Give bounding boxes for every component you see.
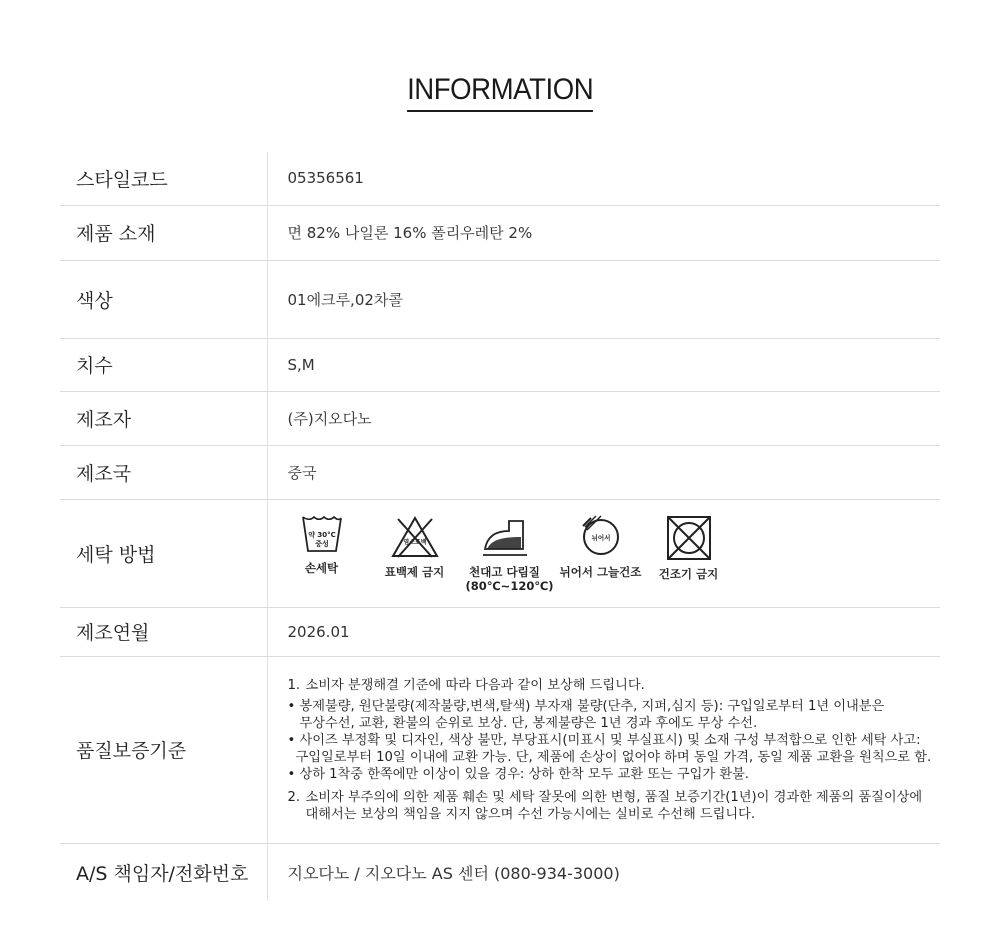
quality-bullet-1-line1: 봉제불량, 원단불량(제작불량,변색,탈색) 부자재 불량(단추, 지퍼,심지 등): 구입일로부터 1년 이내분은 (299, 698, 885, 714)
country-value: 중국 (267, 445, 940, 499)
as-contact-label: A/S 책임자/전화번호 (60, 843, 267, 901)
row-washing (60, 499, 940, 607)
dry-flat-shade-icon (579, 515, 623, 559)
care-iron (465, 515, 554, 593)
bullet-mark: • (287, 698, 296, 714)
mfg-date-label: 제조연월 (60, 607, 267, 656)
quality-item-1-number: 1. (287, 677, 301, 693)
quality-item-1-text: 소비자 분쟁해결 기준에 따라 다음과 같이 보상해 드립니다. (305, 677, 645, 693)
color-label: 색상 (60, 260, 267, 338)
dry-flat-caption: 뉘어서 그늘건조 (559, 565, 642, 579)
style-code-label: 스타일코드 (60, 152, 267, 205)
color-value: 01에크루,02차콜 (267, 260, 940, 338)
iron-caption: 천대고 다림질 (469, 565, 540, 579)
row-mfg-date (60, 607, 940, 656)
size-value: S,M (267, 338, 940, 391)
size-label: 치수 (60, 338, 267, 391)
no-bleach-inner-text: 염소표백 (402, 539, 427, 546)
no-tumble-dry-caption: 건조기 금지 (658, 567, 719, 581)
page-title: INFORMATION (407, 72, 593, 112)
quality-item-2-line1: 소비자 부주의에 의한 제품 훼손 및 세탁 잘못에 의한 변형, 품질 보증기간(1년)이 경과한 제품의 품질이상에 (305, 789, 923, 805)
row-manufacturer (60, 391, 940, 445)
no-bleach-caption: 표백제 금지 (384, 565, 445, 579)
care-icons (288, 513, 941, 593)
quality-terms (288, 677, 941, 823)
row-quality (60, 656, 940, 843)
quality-item-2 (288, 789, 941, 806)
quality-bullet-2-line2: 구입일로부터 10일 이내에 교환 가능. 단, 제품에 손상이 없어야 하며 동일 가격, 동일 제품 교환을 원칙으로 함. (295, 749, 932, 765)
quality-bullet-2 (288, 732, 941, 749)
hand-wash-caption: 손세탁 (304, 561, 339, 575)
quality-bullet-1 (288, 698, 941, 715)
quality-item-2-line2: 대해서는 보상의 책임을 지지 않으며 수선 가능시에는 실비로 수선해 드립니다. (305, 806, 756, 822)
row-size (60, 338, 940, 391)
care-no-tumble-dry (654, 515, 724, 581)
mfg-date-value: 2026.01 (267, 607, 940, 656)
care-dry-flat-shade (560, 515, 642, 579)
quality-item-2-number: 2. (287, 789, 301, 805)
iron-caption-temp: (80℃~120℃) (465, 579, 554, 593)
hand-wash-neutral-text: 중성 (314, 540, 329, 548)
quality-label: 품질보증기준 (60, 656, 267, 843)
row-material (60, 205, 940, 260)
quality-bullet-2-line1: 사이즈 부정확 및 디자인, 색상 불만, 부당표시(미표시 및 부실표시) 및 소재 구성 부적합으로 인한 세탁 사고: (299, 732, 921, 748)
country-label: 제조국 (60, 445, 267, 499)
bullet-mark: • (287, 766, 296, 782)
no-tumble-dry-icon (666, 515, 712, 561)
manufacturer-value: (주)지오다노 (267, 391, 940, 445)
row-color (60, 260, 940, 338)
hand-wash-30-icon (300, 515, 344, 555)
quality-bullet-3-text: 상하 1착중 한쪽에만 이상이 있을 경우: 상하 한착 모두 교환 또는 구입가 환불. (299, 766, 749, 782)
care-no-bleach (380, 515, 450, 579)
dry-flat-inner-text: 뉘어서 (591, 534, 610, 542)
row-style-code (60, 152, 940, 205)
no-bleach-icon (390, 515, 440, 559)
hand-wash-temp-text: 약 30°C (307, 531, 336, 539)
washing-icons-cell (267, 499, 940, 607)
washing-label: 세탁 방법 (60, 499, 267, 607)
information-heading-wrap (0, 72, 1000, 112)
quality-item-1 (288, 677, 941, 694)
row-as-contact (60, 843, 940, 901)
product-info-table (60, 152, 940, 901)
bullet-mark: • (287, 732, 296, 748)
iron-cloth-icon (481, 515, 529, 559)
manufacturer-label: 제조자 (60, 391, 267, 445)
style-code-value: 05356561 (267, 152, 940, 205)
material-value: 면 82% 나일론 16% 폴리우레탄 2% (267, 205, 940, 260)
material-label: 제품 소재 (60, 205, 267, 260)
quality-text-cell (267, 656, 940, 843)
care-hand-wash (292, 515, 352, 575)
row-country (60, 445, 940, 499)
quality-bullet-1-line2: 무상수선, 교환, 환불의 순위로 보상. 단, 봉제불량은 1년 경과 후에도 무상 수선. (299, 715, 758, 731)
as-contact-value: 지오다노 / 지오다노 AS 센터 (080-934-3000) (287, 863, 620, 883)
quality-bullet-3 (288, 766, 941, 783)
